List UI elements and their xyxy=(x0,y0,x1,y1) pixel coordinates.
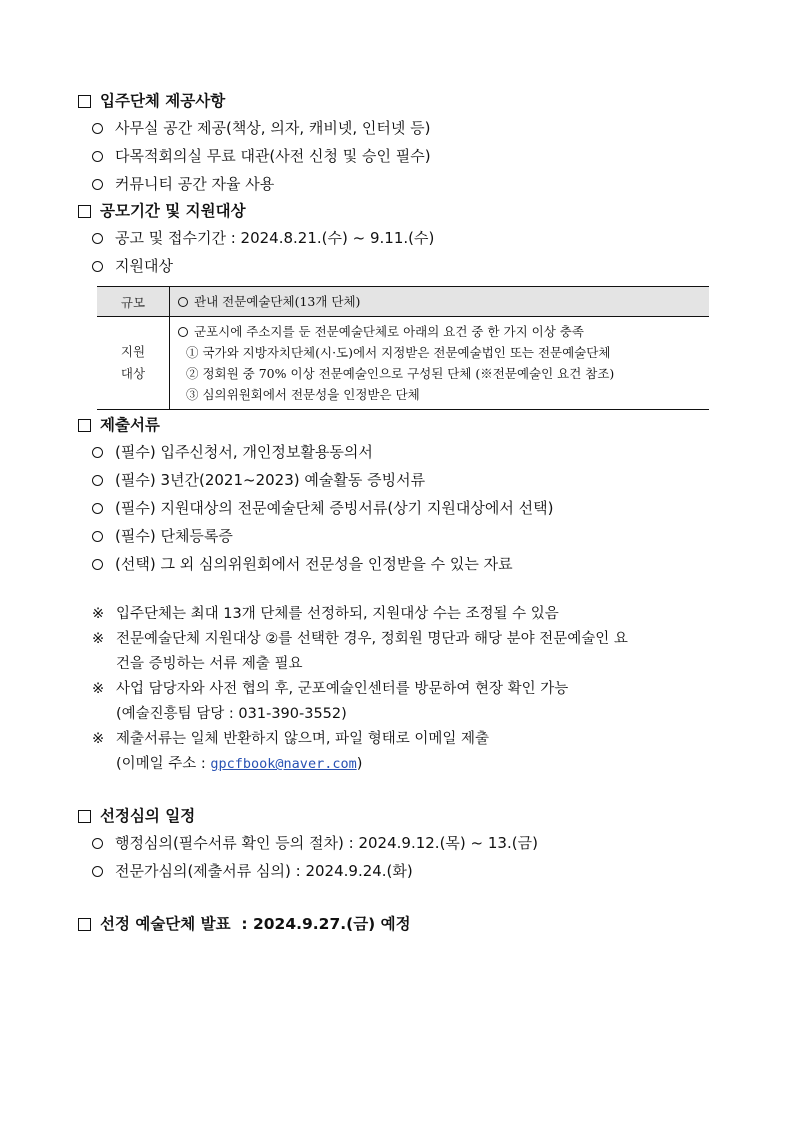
circle-bullet-icon xyxy=(92,447,103,458)
section-title: 선정 예술단체 발표 : 2024.9.27.(금) 예정 xyxy=(100,915,411,933)
note-item: ※ 사업 담당자와 사전 협의 후, 군포예술인센터를 방문하여 현장 확인 가능 xyxy=(92,677,793,702)
list-item: 전문가심의(제출서류 심의) : 2024.9.24.(화) xyxy=(92,857,793,885)
email-link[interactable]: gpcfbook@naver.com xyxy=(210,756,357,772)
table-label-target: 지원 대상 xyxy=(97,317,170,410)
section-title: 공모기간 및 지원대상 xyxy=(100,202,246,220)
list-item: (필수) 3년간(2021~2023) 예술활동 증빙서류 xyxy=(92,466,793,494)
table-cell-text: 군포시에 주소지를 둔 전문예술단체로 아래의 요건 중 한 가지 이상 충족 xyxy=(194,324,584,339)
circle-bullet-icon xyxy=(92,179,103,190)
table-sub-item: ③ 심의위원회에서 전문성을 인정받은 단체 xyxy=(186,387,420,402)
list-item: 행정심의(필수서류 확인 등의 절차) : 2024.9.12.(목) ~ 13.(금) xyxy=(92,829,793,857)
circle-bullet-icon xyxy=(92,503,103,514)
note-continuation: 건을 증빙하는 서류 제출 필요 xyxy=(116,656,303,672)
note-continuation: (예술진흥팀 담당 : 031-390-3552) xyxy=(116,706,347,722)
list-item: 공고 및 접수기간 : 2024.8.21.(수) ~ 9.11.(수) xyxy=(92,224,793,252)
note-continuation: (이메일 주소 : gpcfbook@naver.com) xyxy=(116,756,363,772)
note-item: ※ 제출서류는 일체 반환하지 않으며, 파일 형태로 이메일 제출 xyxy=(92,727,793,752)
eligibility-table xyxy=(97,286,709,410)
section-title: 입주단체 제공사항 xyxy=(100,92,226,110)
section-title: 제출서류 xyxy=(100,416,160,434)
list-item: (선택) 그 외 심의위원회에서 전문성을 인정받을 수 있는 자료 xyxy=(92,550,793,578)
circle-bullet-icon xyxy=(178,297,188,307)
list-item: (필수) 단체등록증 xyxy=(92,522,793,550)
note-item: ※ 입주단체는 최대 13개 단체를 선정하되, 지원대상 수는 조정될 수 있음 xyxy=(92,602,793,627)
circle-bullet-icon xyxy=(92,151,103,162)
table-sub-item: ② 정회원 중 70% 이상 전문예술인으로 구성된 단체 (※전문예술인 요건 참조) xyxy=(186,366,615,381)
reference-mark: ※ xyxy=(92,731,105,747)
table-cell-text: 관내 전문예술단체(13개 단체) xyxy=(194,294,361,309)
checkbox-square-icon xyxy=(78,918,91,931)
circle-bullet-icon xyxy=(92,123,103,134)
reference-mark: ※ xyxy=(92,631,105,647)
circle-bullet-icon xyxy=(178,327,188,337)
section-heading-schedule xyxy=(78,803,793,829)
table-row xyxy=(97,287,709,317)
circle-bullet-icon xyxy=(92,233,103,244)
circle-bullet-icon xyxy=(92,475,103,486)
circle-bullet-icon xyxy=(92,838,103,849)
section-heading-period xyxy=(78,198,793,224)
checkbox-square-icon xyxy=(78,419,91,432)
list-item: 커뮤니티 공간 자율 사용 xyxy=(92,170,793,198)
circle-bullet-icon xyxy=(92,866,103,877)
reference-mark: ※ xyxy=(92,681,105,697)
list-item: (필수) 지원대상의 전문예술단체 증빙서류(상기 지원대상에서 선택) xyxy=(92,494,793,522)
circle-bullet-icon xyxy=(92,559,103,570)
reference-mark: ※ xyxy=(92,606,105,622)
section-title: 선정심의 일정 xyxy=(100,807,196,825)
table-sub-item: ① 국가와 지방자치단체(시·도)에서 지정받은 전문예술법인 또는 전문예술단체 xyxy=(186,345,611,360)
list-item: 지원대상 xyxy=(92,252,793,280)
notes-block xyxy=(92,602,793,777)
list-item: 다목적회의실 무료 대관(사전 신청 및 승인 필수) xyxy=(92,142,793,170)
section-heading-provision xyxy=(78,88,793,114)
note-item: ※ 전문예술단체 지원대상 ②를 선택한 경우, 정회원 명단과 해당 분야 전문예술인 요 xyxy=(92,627,793,652)
section-heading-documents xyxy=(78,412,793,438)
checkbox-square-icon xyxy=(78,810,91,823)
section-heading-announcement xyxy=(78,911,793,937)
list-item: 사무실 공간 제공(책상, 의자, 캐비넷, 인터넷 등) xyxy=(92,114,793,142)
checkbox-square-icon xyxy=(78,95,91,108)
circle-bullet-icon xyxy=(92,531,103,542)
table-row xyxy=(97,317,709,410)
table-label-scale: 규모 xyxy=(97,287,170,317)
checkbox-square-icon xyxy=(78,205,91,218)
circle-bullet-icon xyxy=(92,261,103,272)
list-item: (필수) 입주신청서, 개인정보활용동의서 xyxy=(92,438,793,466)
